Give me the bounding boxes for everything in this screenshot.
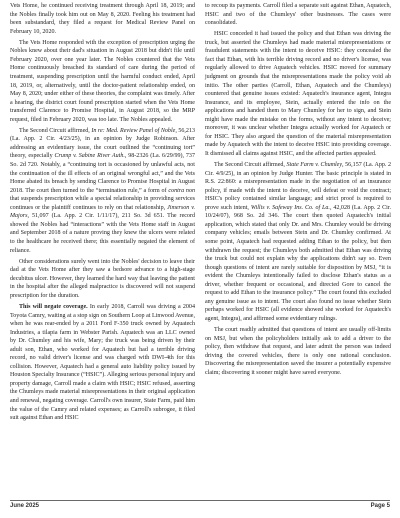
left-column [10,2,195,425]
case-name: In re: Med. Review Panel of Noble [91,127,176,134]
right-column [205,2,391,380]
case-name: Jimerson v. Majors [10,204,195,220]
paragraph [10,127,195,255]
paragraph: The Vets Home responded with the exception of prescription urging the Nobles knew about their dad's situation in August 2018 but didn't file until February 2020, over one year later. The Nobles countered that the Vets Home continuously breached its standard of care during the period of treatment, suspending prescription until the harmful conduct ended, April 18, 2019, or, alternatively, until the doctor-patient relationship ended, on May 8, 2020; under either of these theories, the complaint was timely. After a hearing, the district court found prescription started when the Vets Home transferred Clarence to Promise Hospital, in August 2018, so the MRP request, filed in February 2020, was too late. The Nobles appealed. [10,39,195,123]
footer-date: June 2025 [10,503,40,509]
text-run: , 42,028 (La. App. 2 Cir. 10/24/07), 968 So. 2d 346. The court then quoted Aquatech's initial application, which stated that only Dr. and Mrs. Chumley would be driving company vehicles; emails between Stein and Dr. Chumley confirmed. At some point, Aquatech had requested adding Ethan to the policy, but then withdrawn the request; the Chumleys both admitted that Ethan was driving the truck but could not explain why the applications didn't say so. Even though questions of intent are rarely suitable for disposition by MSJ, “it is evident the Chumleys intentionally failed to disclose Ethan's status as a driver, whether frequent or occasional, and directed Gore to cancel the request to add Ethan to the insurance policy.” The court found this excluded any genuine issue as to intent. The court also found no issue whether Stein perhaps worked for HSIC (all evidence showed she worked for Aquatech's agent, Integra), and affirmed some evidentiary rulings. [205,204,391,322]
paragraph: Other considerations surely went into the Nobles' decision to leave their dad at the Vets Home after they saw a bedsore advance to a high-stage decubitus ulcer. However, they learned the hard way that leaving the patient in the hospital after the alleged malpractice is discovered will not suspend prescription for the duration. [10,258,195,299]
text-run: that suspends prescription while a special relationship in providing services continues or the plaintiff continues to rely on that relationship, [10,196,195,211]
footer-rule [10,500,390,501]
paragraph [10,303,195,423]
text-run: The Second Circuit affirmed, [214,162,287,169]
paragraph [205,161,391,323]
paragraph: Vets Home, he continued receiving treatment through April 18, 2019; and the Nobles finally took him out on May 8, 2020. Feeling his treatment had been substandard, they filed a request for Medical Review Panel on February 10, 2020. [10,3,195,35]
latin-term: contra non [168,187,196,194]
text-run: The Second Circuit affirmed, [19,127,92,134]
text-run: , 51,097 (La. App. 2 Cir. 1/11/17), 211 So. 3d 651. The record showed the Nobles had “interactions” with the Vets Home staff in August and September 2018 of a nature proving they knew the ulcers were related to the healthcare he received there; this essentially negated the element of reliance. [10,213,195,254]
paragraph: to recoup its payments. Carroll filed a separate suit against Ethan, Aquatech, HSIC and two of the Chumleys' other businesses. The cases were consolidated. [205,3,391,27]
text-run: , 56,157 (La. App. 2 Cir. 4/9/25), in an opinion by Judge Hunter. The basic principle is stated in R.S. 22:860: a misrepresentation made in the negotiation of an insurance policy, if made with the intent to deceive, will defeat or void the contract; HSIC's policy contained similar language; and strict proof is required to prove such intent, [205,162,391,211]
text-run: , 98-2326 (La. 6/29/99), 737 So. 2d 720. Notably, a “continuing tort is occasioned by unlawful acts, not the continuation of the ill effects of an original wrongful act,” and the Vets Home abated its breach by sending Clarence to Promise Hospital in August 2018. The court then turned to the “termination rule,” a form of [10,153,195,194]
section-heading: This will negate coverage. [19,303,88,310]
paragraph: The court readily admitted that questions of intent are usually off-limits on MSJ, but when the policyholders initially ask to add a driver to the policy, then withdraw that request, and later admit the person was indeed driving the covered vehicles, there is only one rational conclusion. Discovering the misrepresentation saved the insurer a potentially expensive claim; discovering it sooner might have saved everyone. [205,327,391,376]
text-run: In early 2018, Carroll was driving a 2004 Toyota Camry, waiting at a stop sign on Southern Loop at Linwood Avenue, when he was rear-ended by a 2011 Ford F-350 truck owned by Aquatech Industries, a tilapia farm in Webster Parish. Aquatech was an LLC owned by Dr. Chumley and his wife, Mary; the truck was being driven by their adult son, Ethan, who worked for Aquatech but had a terrible driving record, no valid driver's license and was charged with DWI-4th for this collision. However, Aquatech had a general auto liability policy issued by Houston Specialty Insurance (“HSIC”). Alleging serious personal injury and property damage, Carroll made a claim with HSIC; HSIC refused, asserting the Chumleys made material misrepresentations in their original application and renewal, negating coverage. Carroll's own insurer, State Farm, paid him the value of the Camry and related expenses; as Carroll's subrogee, it filed suit against Ethan and HSIC [10,303,195,422]
paragraph: HSIC conceded it had issued the policy and that Ethan was driving the truck, but asserted the Chumleys had made material misrepresentations or fraudulent statements with the intent to deceive HSIC: they concealed the fact that Ethan, with his terrible driving record and no driver's license, was regularly allowed to drive Aquatech vehicles. HSIC moved for summary judgment on grounds that the misrepresentations made the policy void ab initio. The other parties (Carroll, Ethan, Aquatech and the Chumleys) countered that genuine issues existed: Aquatech's insurance agent, Integra Insurance, and its employee, Stein, actually entered the info on the applications and handed them to Mary Chumley for her to sign, and Stein might have made the mistake on the forms, without any intent to deceive; moreover, it was unclear whether Integra actually worked for Aquatech or for HSIC. They also argued the question of the material misrepresentation made by Aquatech with the intent to deceive HSIC into providing coverage. It dismissed all claims against HSIC, and the affected parties appealed. [205,31,391,157]
page-number: Page 5 [370,503,390,509]
case-name: Crump v. Sabine River Auth. [54,153,125,160]
case-name: Willis v. Safeway Ins. Co. of La. [250,204,330,211]
text-run: , 56,213 (La. App. 2 Cir. 4/23/25), in an opinion by Judge Robinson. After addressing an evidentiary issue, the court outlined the “continuing tort” theory, especially [10,127,195,160]
case-name: State Farm v. Chumley [286,162,343,169]
